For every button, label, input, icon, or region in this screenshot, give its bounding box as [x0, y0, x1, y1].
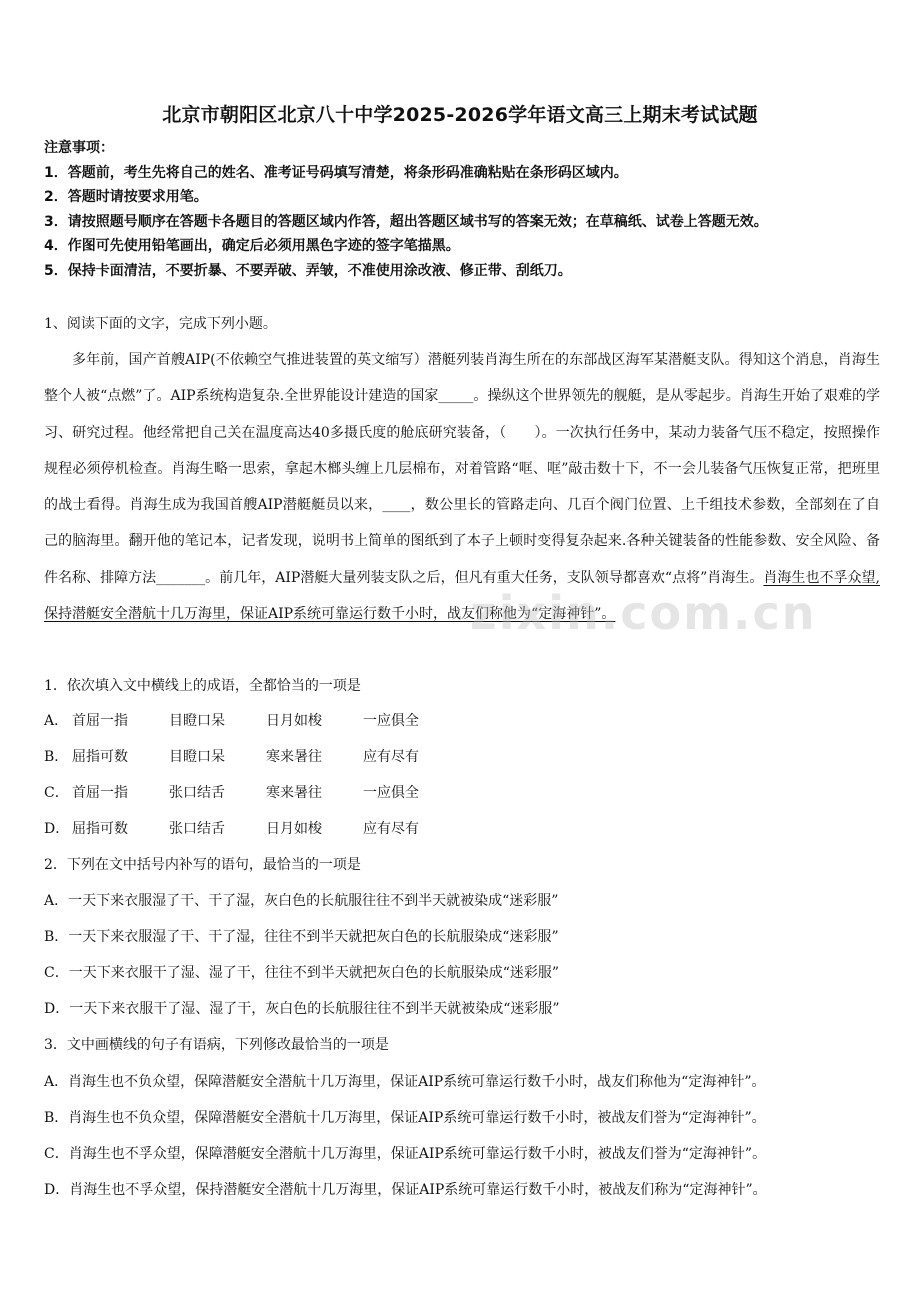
option-label: A．	[44, 713, 69, 729]
passage-text: 多年前，国产首艘AIP(不依赖空气推进装置的英文缩写）潜艇列装肖海生所在的东部战区海军某潜艇支队。得知这个消息，肖海生整个人被“点燃”了。AIP系统构造复杂.全世界能设计建造的国家_____。操纵这个世界领先的舰艇，是从零起步。肖海生开始了艰难的学习、研究过程。他经常把自己关在温度高达40多摄氏度的舱底研究装备，（ ）。一次执行任务中，某动力装备气压不稳定，按照操作规程必须停机检查。肖海生略一思索，拿起木榔头缠上几层棉布，对着管路“哐、哐”敲击数十下，不一会儿装备气压恢复正常，把班里的战士看得。肖海生成为我国首艘AIP潜艇艇员以来，____，数公里长的管路走向、几百个阀门位置、上千组技术参数，全部刻在了自己的脑海里。翻开他的笔记本，记者发现，说明书上简单的图纸到了本子上顿时变得复杂起来.各种关键装备的性能参数、安全风险、备件名称、排障方法_______。前几年，AIP潜艇大量列装支队之后，但凡有重大任务，支队领导都喜欢“点将”肖海生。	[44, 352, 880, 586]
option-label: B．	[44, 749, 69, 765]
option-word: 寒来暑往	[266, 785, 322, 801]
notice-item: 1．答题前，考生先将自己的姓名、准考证号码填写清楚，将条形码准确粘贴在条形码区域内。	[44, 164, 628, 181]
option-word: 日月如梭	[266, 713, 322, 729]
watermark: zixin.com.cn	[470, 586, 817, 640]
sub3-option-d[interactable]: D．肖海生也不孚众望，保持潜艇安全潜航十几万海里，保证AIP系统可靠运行数千小时，被战友们称为“定海神针”。	[44, 1182, 767, 1198]
option-label: D．	[44, 821, 70, 837]
option-word: 目瞪口呆	[169, 749, 225, 765]
option-word: 首屈一指	[72, 785, 128, 801]
sub2-option-b[interactable]: B．一天下来衣服湿了干、干了湿，往往不到半天就把灰白色的长航服染成“迷彩服”	[44, 929, 559, 945]
underlined-sentence: 肖海生也不孚众望,保持潜艇安全潜航十几万海里，保证AIP系统可靠运行数千小时，战友们称他为“定海神针”。	[44, 569, 881, 623]
notice-section	[44, 136, 894, 283]
option-word: 应有尽有	[363, 749, 419, 765]
notice-item: 2．答题时请按要求用笔。	[44, 189, 208, 205]
page-title: 北京市朝阳区北京八十中学2025-2026学年语文高三上期末考试试题	[162, 104, 758, 126]
sub1-option-b[interactable]	[44, 745, 460, 769]
sub2-option-c[interactable]: C．一天下来衣服干了湿、湿了干，往往不到半天就把灰白色的长航服染成“迷彩服”	[44, 965, 560, 981]
sub1-stem: 1．依次填入文中横线上的成语，全都恰当的一项是	[44, 678, 361, 694]
notice-heading: 注意事项：	[44, 140, 114, 156]
notice-item: 3．请按照题号顺序在答题卡各题目的答题区域内作答，超出答题区域书写的答案无效；在草稿纸、试卷上答题无效。	[44, 213, 768, 230]
option-word: 屈指可数	[72, 821, 128, 837]
option-label: C．	[44, 785, 69, 801]
option-word: 应有尽有	[363, 821, 419, 837]
sub3-option-b[interactable]: B．肖海生也不负众望，保障潜艇安全潜航十几万海里，保证AIP系统可靠运行数千小时，被战友们誉为“定海神针”。	[44, 1110, 766, 1126]
question1-intro: 1、阅读下面的文字，完成下列小题。	[44, 316, 277, 332]
sub3-option-c[interactable]: C．肖海生也不孚众望，保障潜艇安全潜航十几万海里，保证AIP系统可靠运行数千小时，被战友们誉为“定海神针”。	[44, 1146, 767, 1162]
option-word: 屈指可数	[72, 749, 128, 765]
option-word: 张口结舌	[169, 821, 225, 837]
sub2-option-d[interactable]: D．一天下来衣服干了湿、湿了干，灰白色的长航服往往不到半天就被染成“迷彩服”	[44, 1001, 560, 1017]
option-word: 首屈一指	[72, 713, 128, 729]
option-word: 目瞪口呆	[169, 713, 225, 729]
option-word: 日月如梭	[266, 821, 322, 837]
option-word: 寒来暑往	[266, 749, 322, 765]
sub1-option-a[interactable]	[44, 709, 460, 733]
sub3-stem: 3．文中画横线的句子有语病，下列修改最恰当的一项是	[44, 1037, 389, 1053]
notice-item: 4．作图可先使用铅笔画出，确定后必须用黑色字迹的签字笔描黑。	[44, 238, 460, 254]
option-word: 一应俱全	[363, 713, 419, 729]
sub1-option-d[interactable]	[44, 817, 460, 841]
sub2-option-a[interactable]: A．一天下来衣服湿了干、干了湿，灰白色的长航服往往不到半天就被染成“迷彩服”	[44, 893, 559, 909]
sub2-stem: 2．下列在文中括号内补写的语句，最恰当的一项是	[44, 857, 361, 873]
option-word: 张口结舌	[169, 785, 225, 801]
sub3-option-a[interactable]: A．肖海生也不负众望，保障潜艇安全潜航十几万海里，保证AIP系统可靠运行数千小时，战友们称他为“定海神针”。	[44, 1074, 766, 1090]
option-word: 一应俱全	[363, 785, 419, 801]
notice-item: 5．保持卡面清洁，不要折暴、不要弄破、弄皱，不准使用涂改液、修正带、刮纸刀。	[44, 262, 572, 279]
sub1-option-c[interactable]	[44, 781, 460, 805]
